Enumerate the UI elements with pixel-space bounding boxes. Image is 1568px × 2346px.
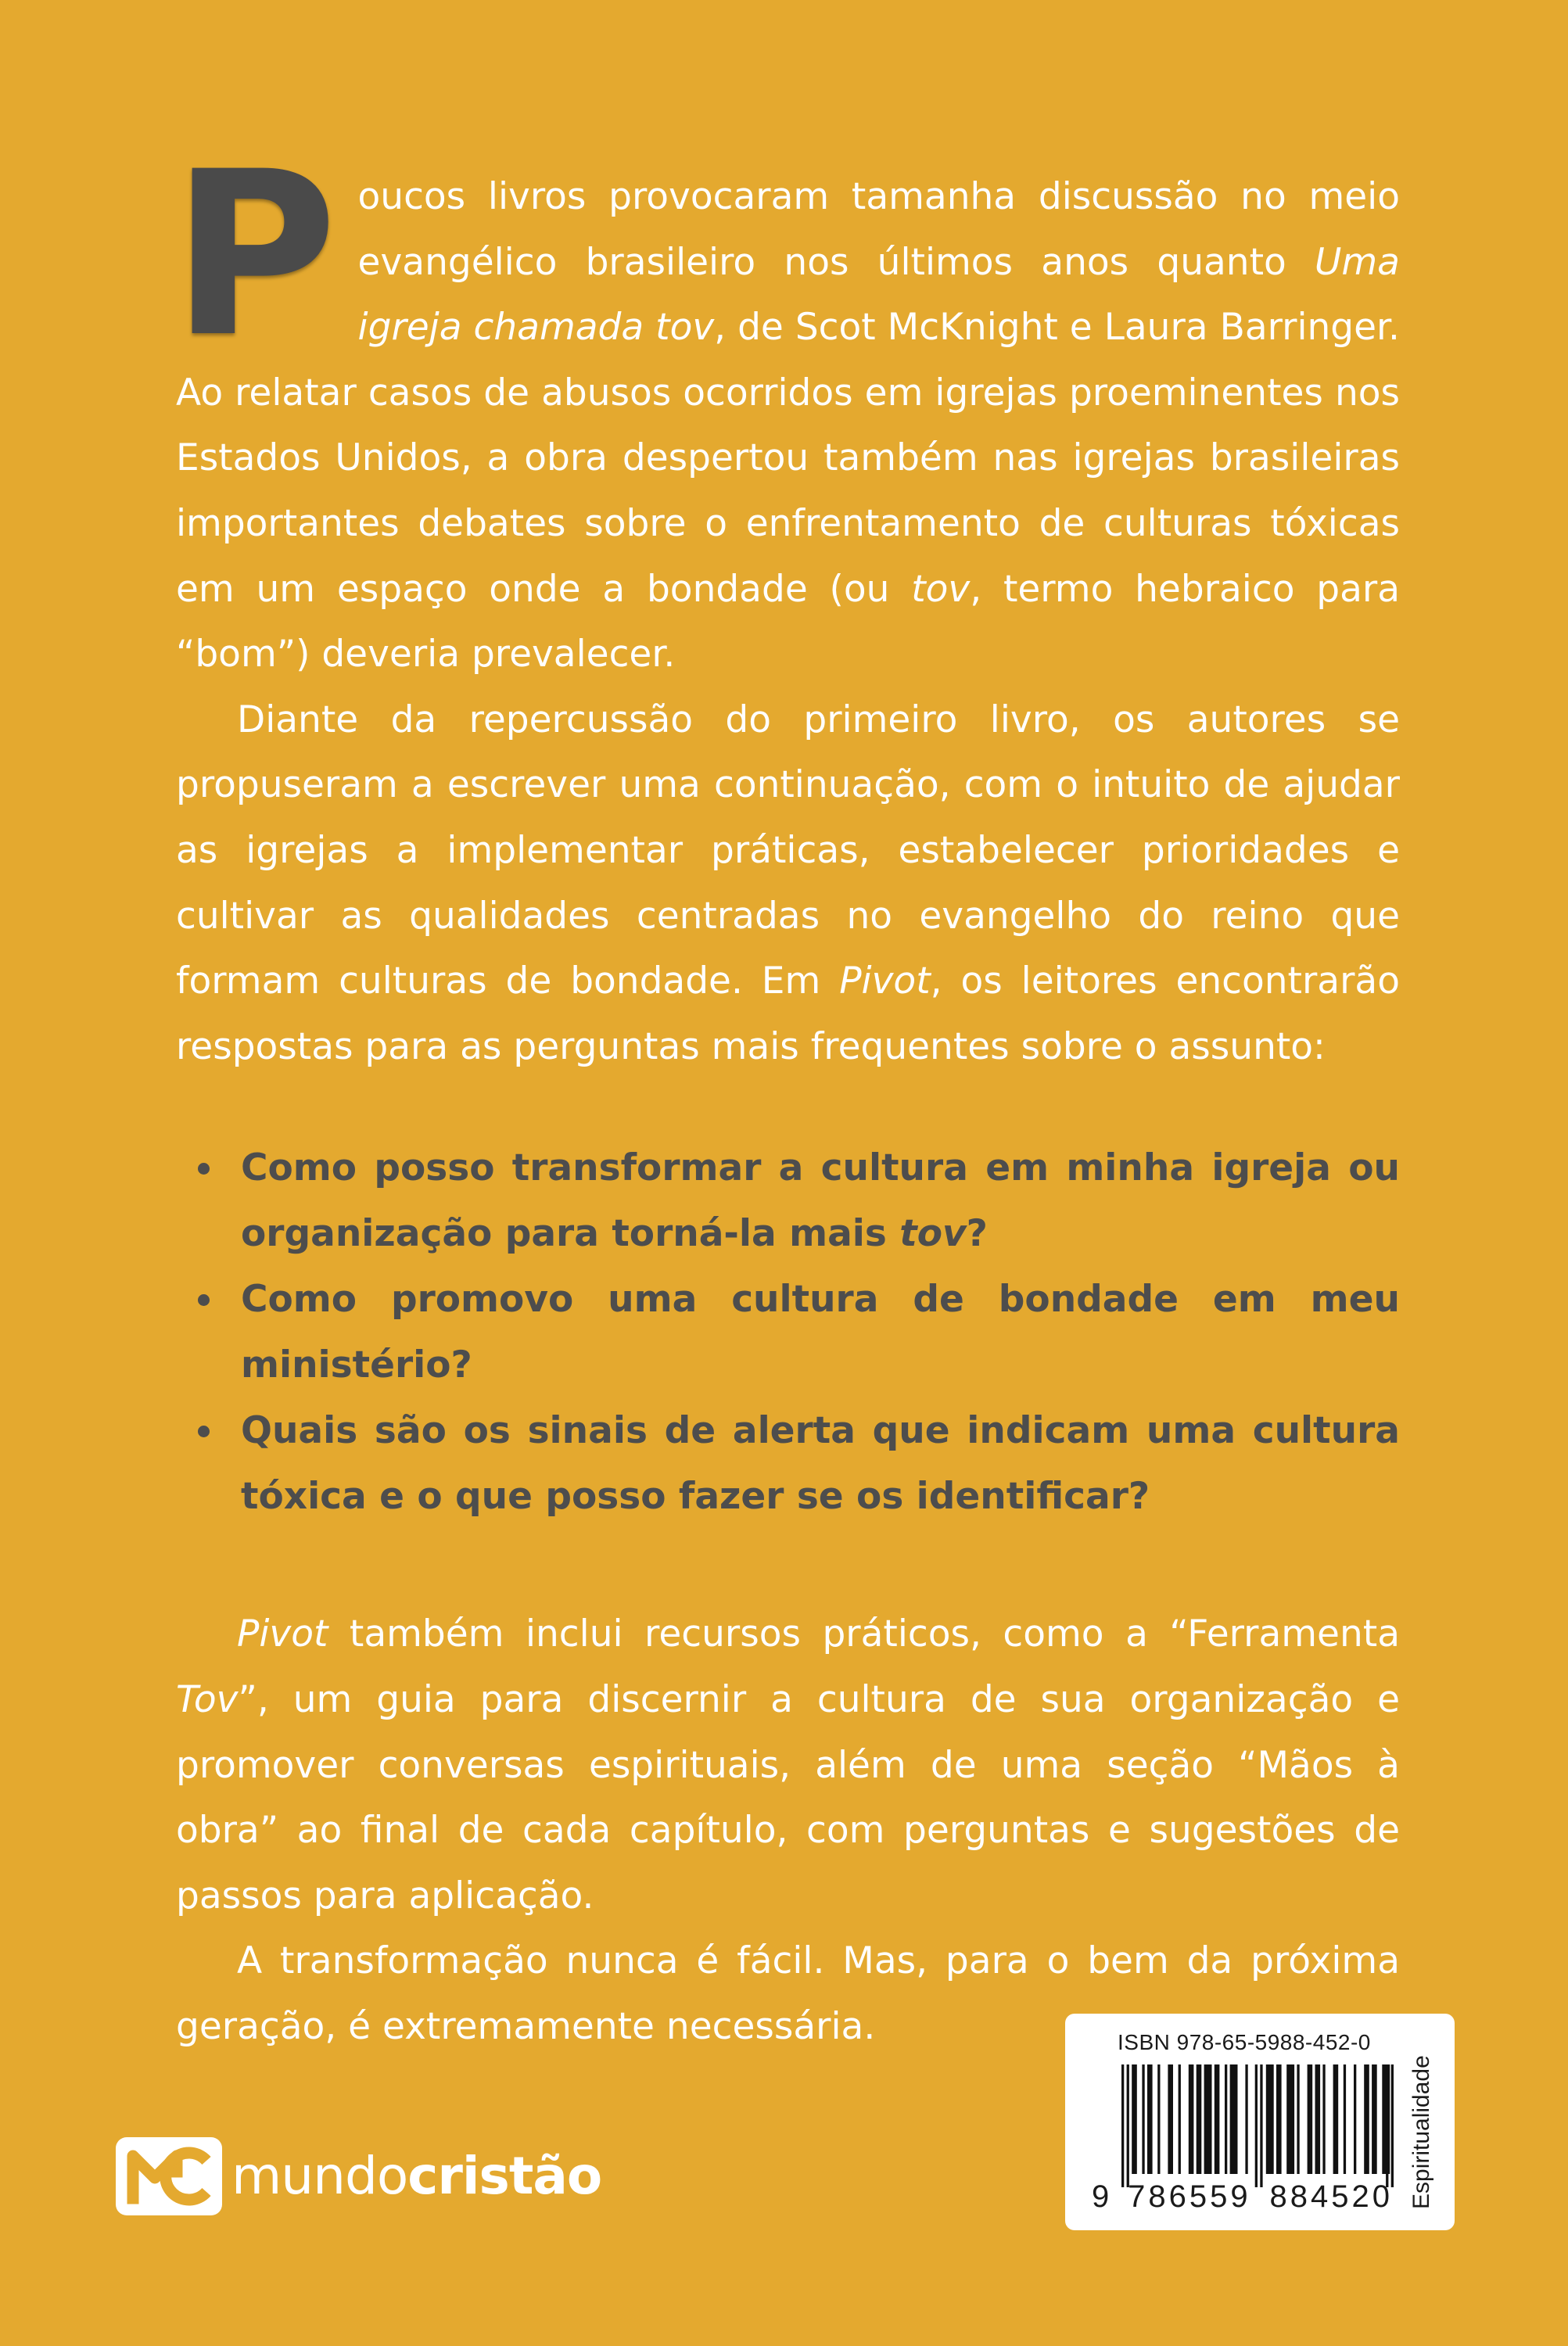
bullet-dot-icon [198,1426,210,1437]
p1-text-c: , termo hebraico para “bom”) deveria prevalecer. [176,567,1400,676]
paragraph-4: A transformação nunca é fácil. Mas, para o bem da próxima geração, é extremamente necessária. [176,1939,1400,2048]
barcode-digit-lead: 9 [1092,2179,1110,2214]
question-text: Como posso transformar a cultura em minha igreja ou organização para torná-la mais [241,1146,1400,1256]
publisher-logo [116,2137,601,2215]
p2-text-a: Diante da repercussão do primeiro livro, os autores se propuseram a escrever uma continuação, com o intuito de ajudar as igrejas a implementar práticas, estabelecer prioridades e cultivar as qualidades centradas no evangelho do reino que formam culturas de bondade. Em [176,698,1400,1003]
p1-text-a: oucos livros provocaram tamanha discussão no meio evangélico brasileiro nos últimos anos quanto [357,175,1400,284]
mc-monogram-icon [116,2137,222,2215]
book-title-emphasis: Uma igreja chamada tov [357,240,1400,350]
publisher-name [231,2137,601,2215]
back-cover-copy [171,124,1400,2059]
pivot-emphasis: Pivot [839,960,931,1003]
list-item [176,1398,1400,1530]
barcode-digits-left: 786559 [1128,2179,1251,2214]
isbn-label: ISBN 978-65-5988-452-0 [1118,2030,1371,2054]
publisher-name-light: mundo [231,2146,408,2206]
barcode-digits-right: 884520 [1269,2179,1393,2214]
paragraph-1 [171,124,1400,687]
p2-text-b: , os leitores encontrarão respostas para as perguntas mais frequentes sobre o assunto: [176,960,1400,1068]
paragraph-3 [176,1602,1400,1928]
tov-emphasis: tov [911,567,971,611]
questions-list [176,1135,1400,1530]
paragraph-2 [176,687,1400,1080]
p3-text-a: também inclui recursos práticos, como a “Ferramenta [328,1612,1400,1656]
drop-cap: P [171,124,338,387]
isbn-barcode-box [1065,2014,1455,2230]
question-text: Quais são os sinais de alerta que indicam uma cultura tóxica e o que posso fazer se os identificar? [241,1409,1400,1519]
question-text: Como promovo uma cultura de bondade em meu ministério? [241,1278,1400,1387]
tov-emphasis: Tov [176,1677,239,1721]
publisher-name-bold: cristão [407,2146,602,2206]
bullet-dot-icon [198,1163,210,1175]
bullet-dot-icon [198,1294,210,1306]
p3-text-b: ”, um guia para discernir a cultura de sua organização e promover conversas espirituais, além de uma seção “Mãos à obra” ao final de cada capítulo, com perguntas e sugestões de passos para aplicação. [176,1677,1400,1917]
p1-text-b: , de Scot McKnight e Laura Barringer. Ao relatar casos de abusos ocorridos em igrejas proeminentes nos Estados Unidos, a obra despertou também nas igrejas brasileiras importantes debates sobre o enfrentamento de culturas tóxicas em um espaço onde a bondade (ou [176,306,1400,611]
genre-label: Espiritualidade [1408,2055,1434,2209]
question-tail: ? [966,1212,988,1256]
list-item [176,1267,1400,1398]
barcode-digits [1092,2178,1393,2215]
pivot-emphasis: Pivot [237,1612,328,1656]
tov-emphasis: tov [899,1212,967,1256]
list-item [176,1135,1400,1267]
